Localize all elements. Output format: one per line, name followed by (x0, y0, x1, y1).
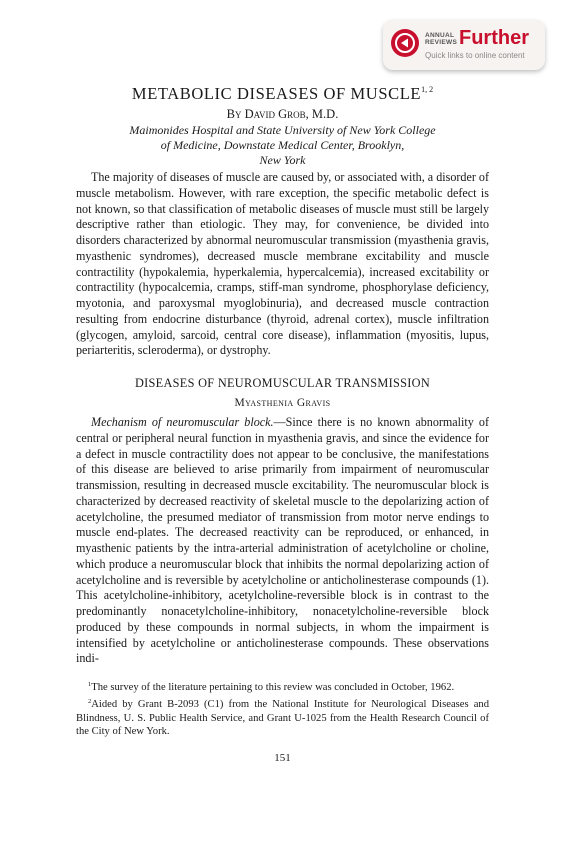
play-back-icon (391, 29, 419, 57)
byline (0, 107, 565, 122)
footnote-2-mark: 2 (88, 697, 92, 705)
paragraph-heading: Mechanism of neuromuscular block. (91, 415, 274, 429)
footnote-1-text: The survey of the literature pertaining to this review was concluded in October, 1962. (91, 682, 455, 693)
annual-reviews-further-badge[interactable] (383, 20, 545, 70)
article-title-text: METABOLIC DISEASES OF MUSCLE (131, 84, 422, 103)
section-heading: DISEASES OF NEUROMUSCULAR TRANSMISSION (134, 376, 431, 390)
paragraph-body: —Since there is no known abnormality of central or peripheral neural function in myasthenia gravis, and since the evidence for a defect in muscle contractility does not appear to be conclusive, the manifestations of this disease are believed to arise primarily from impairment of neuromuscular transmission, resulting in decreased muscle excitability. The neuromuscular block is characterized by decreased reactivity of skeletal muscle to the depolarizing action of acetylcholine, the presumed mediator of transmission from motor nerve endings to muscle end-plates. The decreased reactivity can be reproduced, or enhanced, in myasthenic patients by the intra-arterial administration of acetylcholine or choline, which produce a neuromuscular block that inhibits the normal depolarizing action of acetylcholine and is reversible by acetylcholine or anticholinesterase compounds (1). This acetylcholine-inhibitory, acetylcholine-reversible block is in contrast to the predominantly nonacetylcholine-inhibitory, nonacetylcholine-reversible block produced by these compounds in normal subjects, in whom the impairment is intensified by acetylcholine or anticholinesterase compounds. These observations indi- (76, 415, 489, 666)
footnotes (76, 678, 489, 739)
byline-prefix: By (226, 107, 242, 121)
affiliation (0, 123, 565, 168)
author-degree: M.D. (311, 107, 339, 121)
page-number: 151 (274, 752, 291, 764)
badge-subtitle: Quick links to online content (425, 51, 525, 60)
footnote-1-mark: 1 (88, 681, 92, 688)
footnote-2-text: Aided by Grant B-2093 (C1) from the National Institute for Neurological Diseases and Blindness, U. S. Public Health Service, and Grant U-1025 from the Health Research Council of the City of New York. (76, 698, 489, 738)
affiliation-line-2: of Medicine, Downstate Medical Center, Brooklyn, (160, 138, 405, 152)
affiliation-line-1: Maimonides Hospital and State University of New York College (129, 123, 436, 137)
mechanism-section (76, 415, 489, 667)
mechanism-paragraph (76, 415, 489, 667)
footnote-2 (76, 695, 489, 739)
badge-annual-text: ANNUAL (425, 32, 455, 39)
article-title (0, 84, 565, 104)
intro-paragraph: The majority of diseases of muscle are caused by, or associated with, a disorder of muscle metabolism. However, with rare exception, the specific metabolic defect is not known, so that classification of metabolic diseases of muscle must still be largely descriptive rather than etiologic. They may, for convenience, be divided into disorders characterized by abnormal neuromuscular transmission (myasthenia gravis, myasthenic syndromes), decreased muscle membrane excitability and muscle contractility (hypokalemia, hyperkalemia, hypercalcemia), increased excitability or contractility (hypocalcemia, cramps, stiff-man syndrome, phosphorylase deficiency, myotonia, and paroxysmal myoglobinuria), and decreased muscle contraction resulting from endocrine disturbance (thyroid, adrenal cortex), muscle infiltration (glycogen, amyloid, sarcoid, central core disease), inflammation (myositis, lupus, periarteritis, scleroderma), or dystrophy. (76, 170, 489, 358)
badge-further-text: Further (459, 27, 529, 49)
intro-section (76, 170, 489, 359)
badge-publisher-label (425, 32, 458, 46)
subsection-heading: Myasthenia Gravis (234, 397, 331, 409)
badge-reviews-text: REVIEWS (425, 39, 458, 46)
title-footnote-refs: 1, 2 (421, 85, 434, 94)
affiliation-line-3: New York (259, 153, 306, 167)
author-name: David Grob, (244, 107, 309, 121)
footnote-1 (76, 678, 489, 695)
